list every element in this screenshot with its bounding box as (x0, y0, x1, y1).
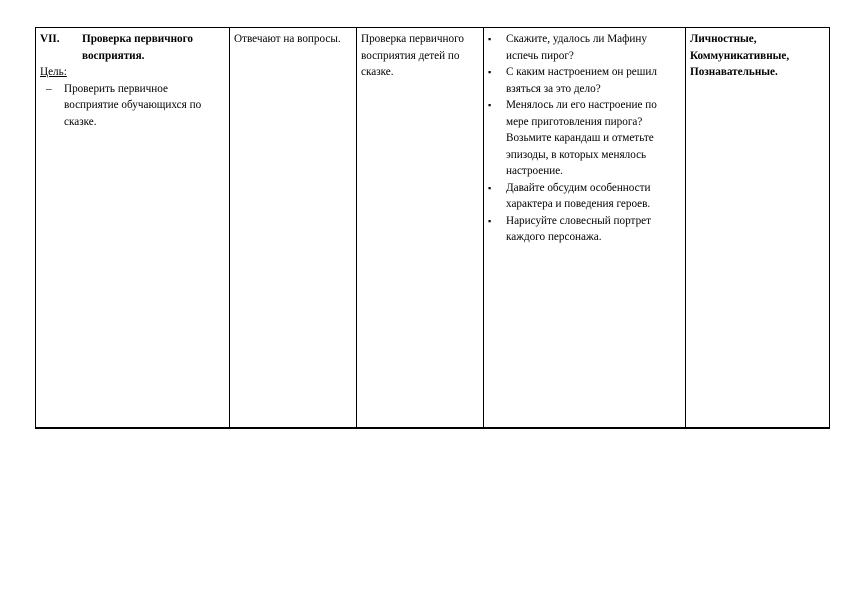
square-bullet-icon: ▪ (488, 34, 492, 44)
square-bullet-icon: ▪ (488, 67, 492, 77)
goal-label: Цель: (40, 66, 67, 78)
questions-cell (484, 28, 686, 429)
square-bullet-icon: ▪ (488, 182, 492, 193)
question-text: С каким настроением он решил взяться за это дело? (506, 66, 657, 95)
list-item (488, 97, 681, 180)
goal-text: Проверить первичное восприятие обучающихся по сказке. (64, 82, 202, 128)
question-text: Скажите, удалось ли Мафину испечь пирог? (506, 33, 647, 62)
goal-item (46, 81, 225, 131)
stage-number: VII. (40, 33, 60, 45)
lesson-plan-table (35, 27, 830, 429)
list-item (488, 180, 681, 213)
competencies-text: Личностные, Коммуникативные, Познавательные. (690, 33, 790, 78)
stage-cell (36, 28, 230, 429)
square-bullet-icon: ▪ (488, 215, 492, 226)
square-bullet-icon: ▪ (488, 100, 492, 110)
question-text: Нарисуйте словесный портрет каждого персонажа. (506, 214, 652, 243)
list-item (488, 64, 681, 97)
questions-list (488, 31, 681, 246)
table-row (36, 28, 830, 429)
task-text: Проверка первичного восприятия детей по сказке. (361, 33, 464, 78)
list-item (488, 213, 681, 246)
question-text: Менялось ли его настроение по мере приготовления пирога? Возьмите карандаш и отметьте эпизоды, в которых менялось настроение. (506, 99, 657, 177)
question-text: Давайте обсудим особенности характера и поведения героев. (506, 181, 651, 210)
student-activity-cell (230, 28, 357, 429)
stage-heading (40, 31, 225, 64)
list-item (488, 31, 681, 64)
task-cell (357, 28, 484, 429)
student-activity-text: Отвечают на вопросы. (234, 33, 341, 45)
competencies-cell (686, 28, 830, 429)
dash-bullet: – (46, 82, 52, 95)
stage-title: Проверка первичного восприятия. (82, 33, 194, 62)
